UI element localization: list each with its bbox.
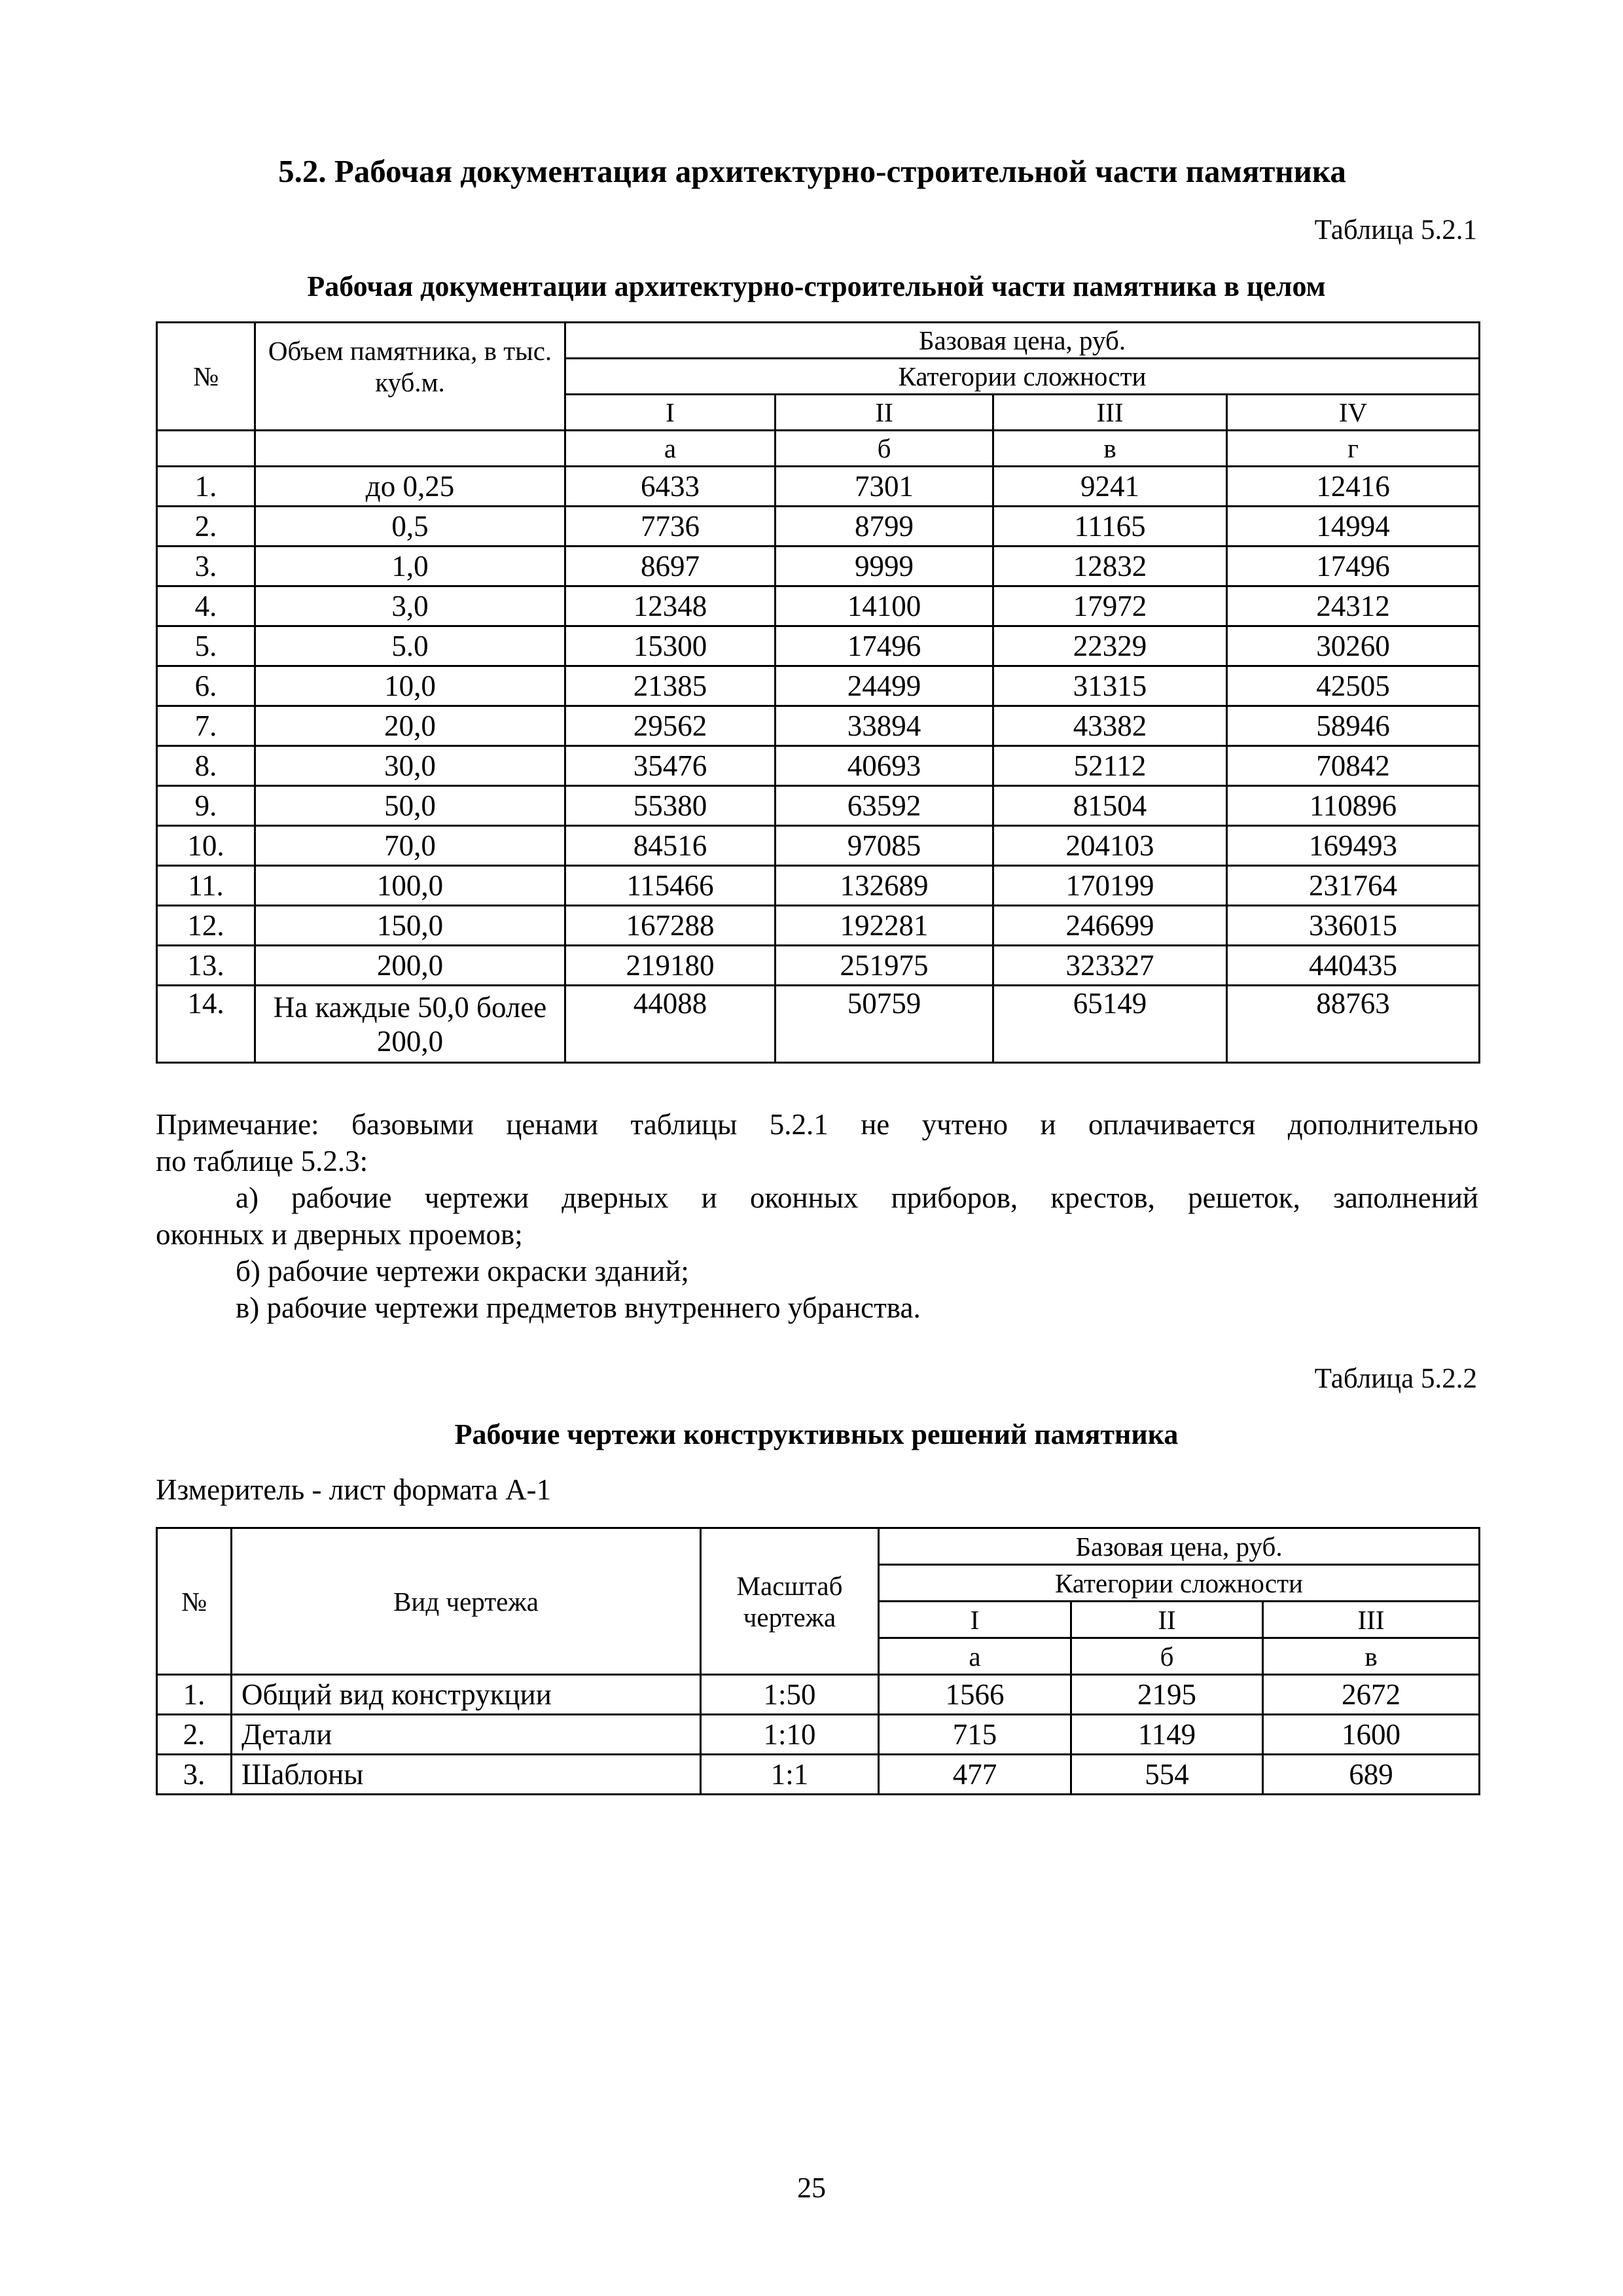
row-volume: 150,0 (255, 906, 565, 946)
header-categories: Категории сложности (565, 359, 1480, 395)
table1-caption: Рабочая документации архитектурно-строительной части памятника в целом (307, 270, 1326, 302)
row-number: 1. (157, 467, 255, 507)
price-cell: 7736 (565, 507, 776, 547)
row-drawing-kind: Общий вид конструкции (232, 1675, 701, 1715)
row-volume: 20,0 (255, 706, 565, 746)
table-row (157, 906, 1480, 946)
price-cell: 715 (879, 1715, 1071, 1755)
table-row (157, 866, 1480, 906)
table-row (157, 706, 1480, 746)
price-cell: 40693 (776, 746, 993, 786)
price-cell: 50759 (776, 986, 993, 1063)
price-cell: 29562 (565, 706, 776, 746)
row-volume: 1,0 (255, 547, 565, 586)
price-cell: 65149 (993, 986, 1227, 1063)
header-column-v: в (993, 431, 1227, 467)
table2-meter: Измеритель - лист формата А-1 (156, 1473, 552, 1506)
header-drawing-kind: Вид чертежа (232, 1528, 701, 1675)
price-cell: 219180 (565, 946, 776, 986)
price-cell: 192281 (776, 906, 993, 946)
price-cell: 70842 (1227, 746, 1480, 786)
price-cell: 30260 (1227, 626, 1480, 666)
table-row (157, 946, 1480, 986)
header-blank (157, 431, 255, 467)
price-cell: 17972 (993, 586, 1227, 626)
price-cell: 22329 (993, 626, 1227, 666)
note-intro-line1: Примечание: базовыми ценами таблицы 5.2.1 не учтено и оплачивается дополнительно (156, 1108, 1478, 1141)
row-number: 2. (157, 1715, 232, 1755)
row-scale: 1:50 (701, 1675, 879, 1715)
price-cell: 42505 (1227, 666, 1480, 706)
header-category-3: III (993, 395, 1227, 431)
header-column-g: г (1227, 431, 1480, 467)
price-cell: 35476 (565, 746, 776, 786)
price-cell: 97085 (776, 826, 993, 866)
price-cell: 132689 (776, 866, 993, 906)
price-cell: 323327 (993, 946, 1227, 986)
row-volume: до 0,25 (255, 467, 565, 507)
table-row (157, 1675, 1480, 1715)
header-column-b: б (1071, 1638, 1263, 1675)
price-table-5-2-1 (156, 321, 1480, 1064)
price-cell: 2195 (1071, 1675, 1263, 1715)
price-cell: 55380 (565, 786, 776, 826)
price-table-5-2-2 (156, 1527, 1480, 1795)
header-scale: Масштаб чертежа (701, 1528, 879, 1675)
table-row (157, 507, 1480, 547)
header-number: № (157, 1528, 232, 1675)
price-cell: 43382 (993, 706, 1227, 746)
price-cell: 689 (1263, 1755, 1480, 1795)
table-row (157, 1715, 1480, 1755)
row-volume: 30,0 (255, 746, 565, 786)
price-cell: 554 (1071, 1755, 1263, 1795)
row-number: 5. (157, 626, 255, 666)
header-base-price: Базовая цена, руб. (565, 323, 1480, 359)
row-number: 1. (157, 1675, 232, 1715)
price-cell: 231764 (1227, 866, 1480, 906)
table-row (157, 467, 1480, 507)
table2-label: Таблица 5.2.2 (1314, 1363, 1477, 1394)
row-number: 13. (157, 946, 255, 986)
price-cell: 9241 (993, 467, 1227, 507)
table-row (157, 826, 1480, 866)
header-category-3: III (1263, 1602, 1480, 1638)
header-category-4: IV (1227, 395, 1480, 431)
row-volume: На каждые 50,0 более 200,0 (255, 986, 565, 1063)
price-cell: 8799 (776, 507, 993, 547)
row-number: 9. (157, 786, 255, 826)
price-cell: 31315 (993, 666, 1227, 706)
note-item-c: в) рабочие чертежи предметов внутреннего убранства. (236, 1291, 921, 1324)
table-row (157, 626, 1480, 666)
price-cell: 44088 (565, 986, 776, 1063)
note-item-b: б) рабочие чертежи окраски зданий; (236, 1255, 689, 1287)
price-cell: 167288 (565, 906, 776, 946)
table-row (157, 1755, 1480, 1795)
price-cell: 15300 (565, 626, 776, 666)
price-cell: 440435 (1227, 946, 1480, 986)
row-number: 7. (157, 706, 255, 746)
header-base-price: Базовая цена, руб. (879, 1528, 1480, 1565)
price-cell: 12348 (565, 586, 776, 626)
price-cell: 17496 (1227, 547, 1480, 586)
price-cell: 12416 (1227, 467, 1480, 507)
price-cell: 52112 (993, 746, 1227, 786)
row-volume: 10,0 (255, 666, 565, 706)
row-number: 2. (157, 507, 255, 547)
price-cell: 12832 (993, 547, 1227, 586)
header-blank (255, 431, 565, 467)
table-row (157, 786, 1480, 826)
header-column-v: в (1263, 1638, 1480, 1675)
price-cell: 204103 (993, 826, 1227, 866)
row-number: 12. (157, 906, 255, 946)
row-number: 8. (157, 746, 255, 786)
header-number: № (157, 323, 255, 431)
price-cell: 477 (879, 1755, 1071, 1795)
section-title: 5.2. Рабочая документация архитектурно-строительной части памятника (278, 153, 1346, 189)
price-cell: 7301 (776, 467, 993, 507)
price-cell: 21385 (565, 666, 776, 706)
note-intro-line2: по таблице 5.2.3: (156, 1145, 368, 1177)
header-column-a: а (879, 1638, 1071, 1675)
row-volume: 200,0 (255, 946, 565, 986)
header-categories: Категории сложности (879, 1565, 1480, 1602)
price-cell: 84516 (565, 826, 776, 866)
price-cell: 2672 (1263, 1675, 1480, 1715)
header-category-1: I (879, 1602, 1071, 1638)
price-cell: 115466 (565, 866, 776, 906)
table-row (157, 986, 1480, 1063)
price-cell: 11165 (993, 507, 1227, 547)
row-number: 6. (157, 666, 255, 706)
header-category-1: I (565, 395, 776, 431)
row-number: 14. (157, 986, 255, 1063)
note (156, 1106, 1478, 1326)
price-cell: 24312 (1227, 586, 1480, 626)
row-number: 11. (157, 866, 255, 906)
table2-caption: Рабочие чертежи конструктивных решений памятника (454, 1418, 1179, 1450)
table-row (157, 666, 1480, 706)
price-cell: 24499 (776, 666, 993, 706)
price-cell: 33894 (776, 706, 993, 746)
price-cell: 110896 (1227, 786, 1480, 826)
price-cell: 14994 (1227, 507, 1480, 547)
row-scale: 1:10 (701, 1715, 879, 1755)
price-cell: 14100 (776, 586, 993, 626)
table-row (157, 586, 1480, 626)
row-number: 4. (157, 586, 255, 626)
header-volume: Объем памятника, в тыс. куб.м. (255, 323, 565, 431)
header-column-a: а (565, 431, 776, 467)
note-item-a-line2: оконных и дверных проемов; (156, 1218, 523, 1251)
row-volume: 50,0 (255, 786, 565, 826)
price-cell: 58946 (1227, 706, 1480, 746)
price-cell: 81504 (993, 786, 1227, 826)
price-cell: 251975 (776, 946, 993, 986)
row-drawing-kind: Детали (232, 1715, 701, 1755)
row-volume: 3,0 (255, 586, 565, 626)
page-number: 25 (797, 2172, 826, 2204)
row-volume: 5.0 (255, 626, 565, 666)
note-item-a-line1: а) рабочие чертежи дверных и оконных приборов, крестов, решеток, заполнений (236, 1181, 1478, 1214)
price-cell: 9999 (776, 547, 993, 586)
table-row (157, 746, 1480, 786)
price-cell: 63592 (776, 786, 993, 826)
row-number: 3. (157, 1755, 232, 1795)
price-cell: 1566 (879, 1675, 1071, 1715)
price-cell: 336015 (1227, 906, 1480, 946)
price-cell: 8697 (565, 547, 776, 586)
header-category-2: II (776, 395, 993, 431)
row-volume: 70,0 (255, 826, 565, 866)
row-scale: 1:1 (701, 1755, 879, 1795)
price-cell: 246699 (993, 906, 1227, 946)
header-column-b: б (776, 431, 993, 467)
row-number: 3. (157, 547, 255, 586)
price-cell: 88763 (1227, 986, 1480, 1063)
row-number: 10. (157, 826, 255, 866)
header-category-2: II (1071, 1602, 1263, 1638)
row-volume: 0,5 (255, 507, 565, 547)
price-cell: 1149 (1071, 1715, 1263, 1755)
table1-label: Таблица 5.2.1 (1314, 215, 1477, 245)
table-row (157, 547, 1480, 586)
row-drawing-kind: Шаблоны (232, 1755, 701, 1795)
price-cell: 17496 (776, 626, 993, 666)
price-cell: 170199 (993, 866, 1227, 906)
row-volume: 100,0 (255, 866, 565, 906)
price-cell: 6433 (565, 467, 776, 507)
price-cell: 169493 (1227, 826, 1480, 866)
price-cell: 1600 (1263, 1715, 1480, 1755)
